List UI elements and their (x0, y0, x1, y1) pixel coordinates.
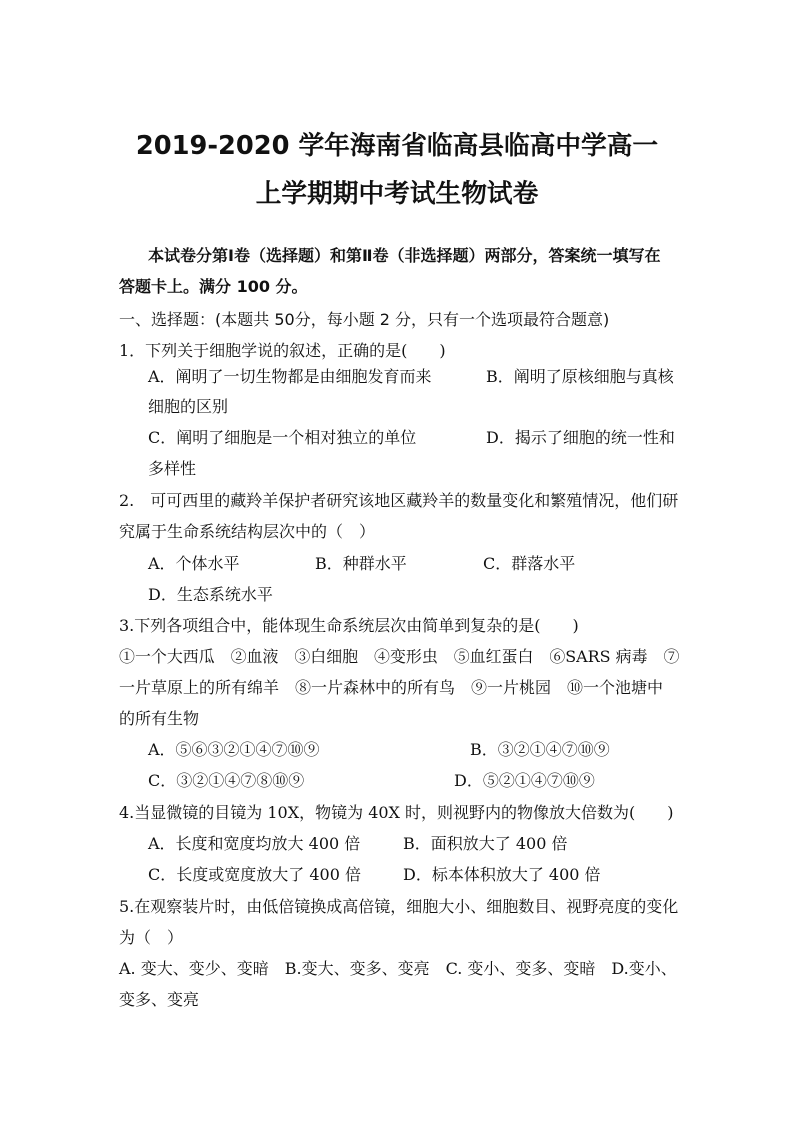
question-3-option-d: D．⑤②①④⑦⑩⑨ (454, 771, 595, 790)
question-2-option-c: C．群落水平 (483, 554, 576, 573)
question-5-options-line-1: A. 变大、变少、变暗 B.变大、变多、变亮 C. 变小、变多、变暗 D.变小、 (119, 959, 677, 978)
question-1-option-c: C．阐明了细胞是一个相对独立的单位 (148, 428, 417, 447)
question-2-option-b: B．种群水平 (315, 554, 407, 573)
question-5-stem-line-1: 5.在观察装片时，由低倍镜换成高倍镜，细胞大小、细胞数目、视野亮度的变化 (119, 897, 679, 916)
question-3-stem-line-2: ①一个大西瓜 ②血液 ③白细胞 ④变形虫 ⑤血红蛋白 ⑥SARS 病毒 ⑦ (119, 647, 680, 666)
question-3-option-c: C．③②①④⑦⑧⑩⑨ (148, 771, 305, 790)
page-title-line-2: 上学期期中考试生物试卷 (255, 179, 539, 209)
question-2-option-d: D．生态系统水平 (148, 585, 273, 604)
page-title-line-1: 2019-2020 学年海南省临高县临高中学高一 (135, 131, 659, 161)
question-1-option-b-cont: 细胞的区别 (148, 397, 229, 416)
question-3-stem-line-1: 3.下列各项组合中，能体现生命系统层次由简单到复杂的是( ) (119, 616, 579, 635)
question-1-option-d-cont: 多样性 (148, 459, 197, 478)
question-4-option-d: D．标本体积放大了 400 倍 (403, 865, 601, 884)
question-1-option-a: A．阐明了一切生物都是由细胞发育而来 (148, 367, 432, 386)
question-3-stem-line-4: 的所有生物 (119, 709, 200, 728)
question-2-stem-line-2: 究属于生命系统结构层次中的（ ） (119, 522, 376, 541)
question-1-option-b: B．阐明了原核细胞与真核 (486, 367, 674, 386)
section-note: (本题共 50分，每小题 2 分，只有一个选项最符合题意) (215, 310, 610, 329)
question-4-stem: 4.当显微镜的目镜为 10X，物镜为 40X 时，则视野内的物像放大倍数为( ) (119, 803, 674, 822)
question-5-stem-line-2: 为（ ） (119, 928, 184, 947)
question-4-option-b: B．面积放大了 400 倍 (403, 834, 568, 853)
question-5-options-line-2: 变多、变亮 (119, 990, 200, 1009)
intro-line-2: 答题卡上。满分 100 分。 (119, 277, 308, 296)
question-4-option-a: A．长度和宽度均放大 400 倍 (148, 834, 361, 853)
question-2-option-a: A．个体水平 (148, 554, 240, 573)
question-4-option-c: C．长度或宽度放大了 400 倍 (148, 865, 361, 884)
question-3-option-b: B．③②①④⑦⑩⑨ (470, 740, 610, 759)
section-heading (119, 309, 609, 331)
question-1-stem: 1．下列关于细胞学说的叙述，正确的是( ) (119, 341, 446, 360)
question-1-option-d: D．揭示了细胞的统一性和 (486, 428, 675, 447)
intro-line-1: 本试卷分第Ⅰ卷（选择题）和第Ⅱ卷（非选择题）两部分，答案统一填写在 (148, 246, 661, 265)
section-label: 一、选择题： (119, 310, 216, 329)
question-2-stem-line-1: 2. 可可西里的藏羚羊保护者研究该地区藏羚羊的数量变化和繁殖情况，他们研 (119, 491, 679, 510)
question-3-stem-line-3: 一片草原上的所有绵羊 ⑧一片森林中的所有鸟 ⑨一片桃园 ⑩一个池塘中 (119, 678, 664, 697)
question-3-option-a: A．⑤⑥③②①④⑦⑩⑨ (148, 740, 320, 759)
